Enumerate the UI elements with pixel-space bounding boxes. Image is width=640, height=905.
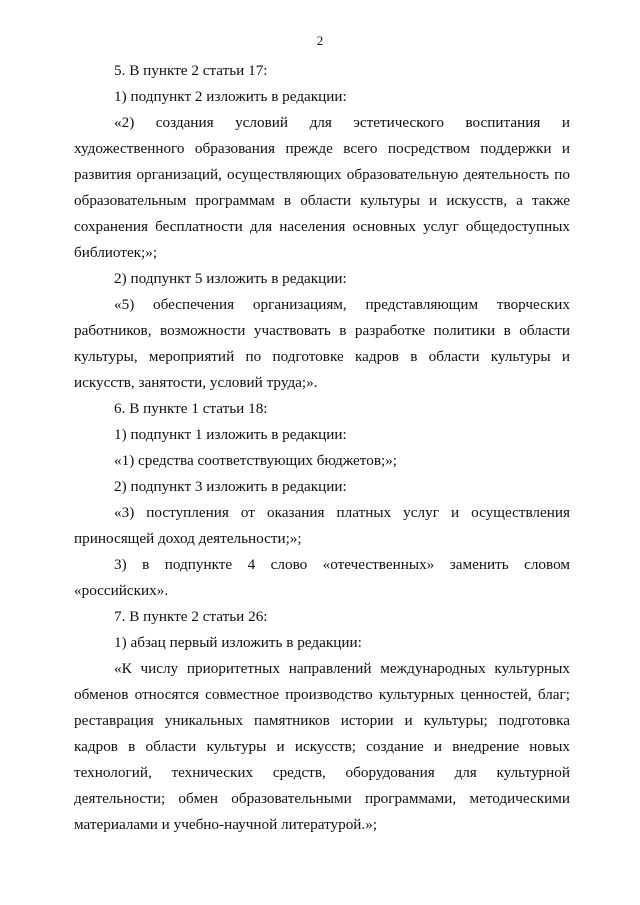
paragraph-item-7-heading: 7. В пункте 2 статьи 26:	[114, 608, 268, 625]
paragraph-subitem-2-text: «2) создания условий для эстетического воспитания и художественного образования прежде всего посредством поддержки и развития организаций, осуществляющих образовательную деятельность по образовательным программам в области культуры и искусств, а также сохранения бесплатности для населения основных услуг общедоступных библиотек;»;	[74, 114, 570, 261]
paragraph-first-abzac-intro: 1) абзац первый изложить в редакции:	[114, 634, 362, 651]
paragraph-subitem-3-intro: 2) подпункт 3 изложить в редакции:	[114, 478, 347, 495]
paragraph-subitem-2-intro: 2) подпункт 5 изложить в редакции:	[114, 270, 347, 287]
paragraph-subitem-4-replace: 3) в подпункте 4 слово «отечественных» заменить словом «российских».	[74, 556, 570, 599]
paragraph-subitem-5-text: «5) обеспечения организациям, представляющим творческих работников, возможности участвовать в разработке политики в области культуры, мероприятий по подготовке кадров в области культуры и искусств, занятости, условий труда;».	[74, 296, 570, 391]
paragraph-subitem-1-intro: 1) подпункт 2 изложить в редакции:	[114, 88, 347, 105]
paragraph-subitem-3-text: «3) поступления от оказания платных услуг и осуществления приносящей доход деятельности;»;	[74, 504, 570, 547]
page-number: 2	[316, 33, 324, 48]
paragraph-first-abzac-text: «К числу приоритетных направлений международных культурных обменов относятся совместное производство культурных ценностей, благ; реставрация уникальных памятников истории и культуры; подготовка кадров в области культуры и искусств; создание и внедрение новых технологий, технических средств, оборудования для культурной деятельности; обмен образовательными программами, методическими материалами и учебно-научной литературой.»;	[74, 660, 570, 833]
paragraph-subitem-1-intro-b: 1) подпункт 1 изложить в редакции:	[114, 426, 347, 443]
paragraph-item-6-heading: 6. В пункте 1 статьи 18:	[114, 400, 268, 417]
paragraph-item-5-heading: 5. В пункте 2 статьи 17:	[114, 62, 268, 79]
document-body	[74, 58, 570, 838]
paragraph-subitem-1-text: «1) средства соответствующих бюджетов;»;	[114, 452, 398, 469]
